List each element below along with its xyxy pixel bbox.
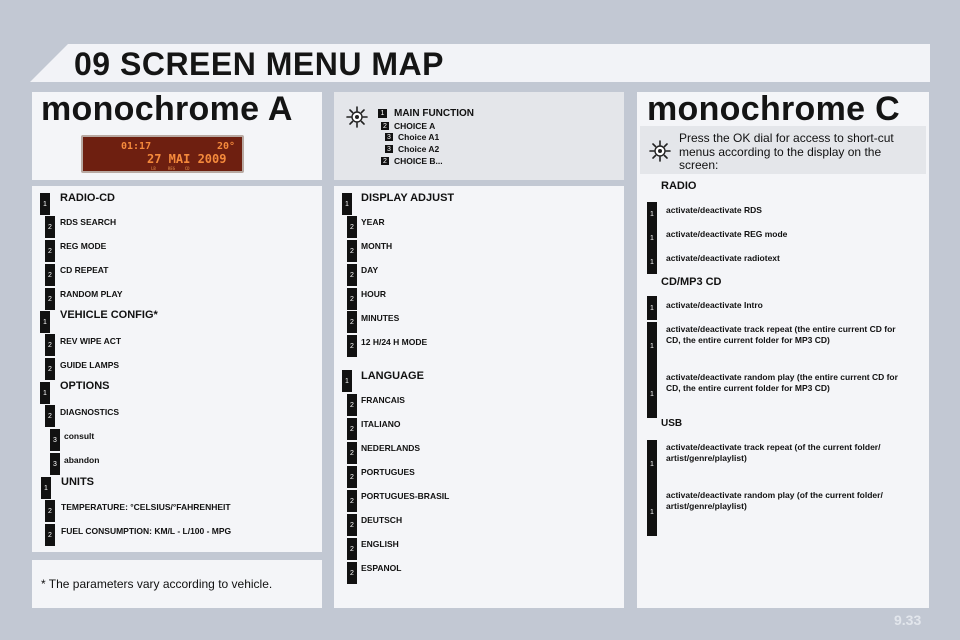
shortcut-reg-mode: activate/deactivate REG mode [666,229,788,239]
level-badge: 2 [45,216,55,238]
level-badge: 1 [647,488,657,536]
legend-level-1-badge: 1 [378,109,387,118]
level-badge: 1 [647,226,657,250]
level-badge: 2 [45,405,55,427]
menu-item-random-play: RANDOM PLAY [60,289,123,299]
menu-item-portugues-brasil: PORTUGUES-BRASIL [361,491,450,501]
shortcut-intro: activate/deactivate Intro [666,300,763,310]
legend-choice-a2: Choice A2 [398,144,440,154]
shortcut-rds: activate/deactivate RDS [666,205,762,215]
page-title: 09 SCREEN MENU MAP [74,46,444,82]
gear-icon [645,138,675,164]
level-badge: 2 [347,418,357,440]
menu-item-nederlands: NEDERLANDS [361,443,421,453]
menu-item-radio-cd: RADIO-CD [60,192,115,204]
menu-item-diagnostics: DIAGNOSTICS [60,407,120,417]
level-badge: 2 [347,562,357,584]
menu-item-display-adjust: DISPLAY ADJUST [361,192,455,204]
monochrome-a-title: monochrome A [41,90,293,128]
shortcut-intro-text: Press the OK dial for access to short-cut menus according to the display on the screen: [679,131,894,172]
level-badge: 2 [45,334,55,356]
shortcut-cd-random-play: activate/deactivate random play (the entire current CD for CD, the entire current folder for MP3 CD) [666,372,898,393]
monochrome-c-title: monochrome C [647,90,900,128]
shortcut-radiotext: activate/deactivate radiotext [666,253,780,263]
monochrome-a-display [81,135,244,173]
menu-item-abandon: abandon [64,455,100,465]
level-badge: 1 [647,440,657,488]
legend-level-2-badge: 2 [381,122,389,130]
level-badge: 2 [347,240,357,262]
menu-item-francais: FRANCAIS [361,395,405,405]
menu-item-deutsch: DEUTSCH [361,515,403,525]
shortcut-usb-track-repeat: activate/deactivate track repeat (of the current folder/ artist/genre/playlist) [666,442,881,463]
level-badge: 1 [40,311,50,333]
menu-item-consult: consult [64,431,95,441]
display-time: 01:17 [121,141,152,152]
menu-item-english: ENGLISH [361,539,399,549]
legend-level-3-badge: 3 [385,145,393,153]
menu-item-portugues: PORTUGUES [361,467,415,477]
legend-main-function: MAIN FUNCTION [394,108,474,119]
menu-item-month: MONTH [361,241,393,251]
menu-item-espanol: ESPANOL [361,563,402,573]
menu-item-year: YEAR [361,217,385,227]
level-badge: 2 [347,335,357,357]
shortcut-usb-random-play: activate/deactivate random play (of the current folder/ artist/genre/playlist) [666,490,883,511]
shortcut-cd-track-repeat: activate/deactivate track repeat (the entire current CD for CD, the entire current folder for MP3 CD) [666,324,896,345]
gear-icon [342,104,372,130]
menu-item-hour: HOUR [361,289,387,299]
section-radio: RADIO [661,180,697,192]
menu-item-temperature: TEMPERATURE: °CELSIUS/°FAHRENHEIT [61,502,231,512]
page-number: 9.33 [894,612,922,628]
menu-item-rev-wipe-act: REV WIPE ACT [60,336,122,346]
level-badge: 1 [647,322,657,370]
level-badge: 2 [347,394,357,416]
level-badge: 1 [647,370,657,418]
section-usb: USB [661,418,683,429]
menu-item-options: OPTIONS [60,380,110,392]
legend-level-3-badge: 3 [385,133,393,141]
legend-choice-b: CHOICE B... [394,156,443,166]
level-badge: 1 [647,296,657,320]
level-badge: 2 [347,264,357,286]
level-badge: 2 [45,524,55,546]
display-temperature: 20° [217,141,236,152]
menu-item-italiano: ITALIANO [361,419,401,429]
level-badge: 1 [342,193,352,215]
section-cd-mp3: CD/MP3 CD [661,276,722,288]
menu-item-units: UNITS [61,476,94,488]
menu-item-guide-lamps: GUIDE LAMPS [60,360,120,370]
display-date: 27 MAI 2009 [147,152,227,166]
level-badge: 2 [347,490,357,512]
level-badge: 2 [347,288,357,310]
level-badge: 2 [45,500,55,522]
level-badge: 2 [347,311,357,333]
level-badge: 2 [347,514,357,536]
menu-item-cd-repeat: CD REPEAT [60,265,109,275]
menu-item-reg-mode: REG MODE [60,241,107,251]
menu-item-day: DAY [361,265,379,275]
footnote: * The parameters vary according to vehicle. [41,577,273,591]
level-badge: 2 [45,288,55,310]
level-badge: 1 [647,250,657,274]
level-badge: 1 [647,202,657,226]
legend-level-2-badge: 2 [381,157,389,165]
level-badge: 2 [45,240,55,262]
menu-item-minutes: MINUTES [361,313,400,323]
level-badge: 2 [45,358,55,380]
menu-item-fuel-consumption: FUEL CONSUMPTION: KM/L - L/100 - MPG [61,526,232,536]
legend-choice-a1: Choice A1 [398,132,440,142]
legend-choice-a: CHOICE A [394,121,436,131]
level-badge: 2 [347,538,357,560]
level-badge: 1 [41,477,51,499]
level-badge: 2 [347,466,357,488]
menu-item-12-24-h-mode: 12 H/24 H MODE [361,337,428,347]
level-badge: 2 [347,216,357,238]
display-indicators: LB REG CD [151,166,190,171]
panel-legend [334,92,624,180]
level-badge: 1 [40,193,50,215]
level-badge: 2 [45,264,55,286]
level-badge: 1 [40,382,50,404]
level-badge: 2 [347,442,357,464]
level-badge: 1 [342,370,352,392]
menu-item-language: LANGUAGE [361,370,424,382]
menu-item-rds-search: RDS SEARCH [60,217,117,227]
level-badge: 3 [50,429,60,451]
menu-item-vehicle-config: VEHICLE CONFIG* [60,309,158,321]
level-badge: 3 [50,453,60,475]
